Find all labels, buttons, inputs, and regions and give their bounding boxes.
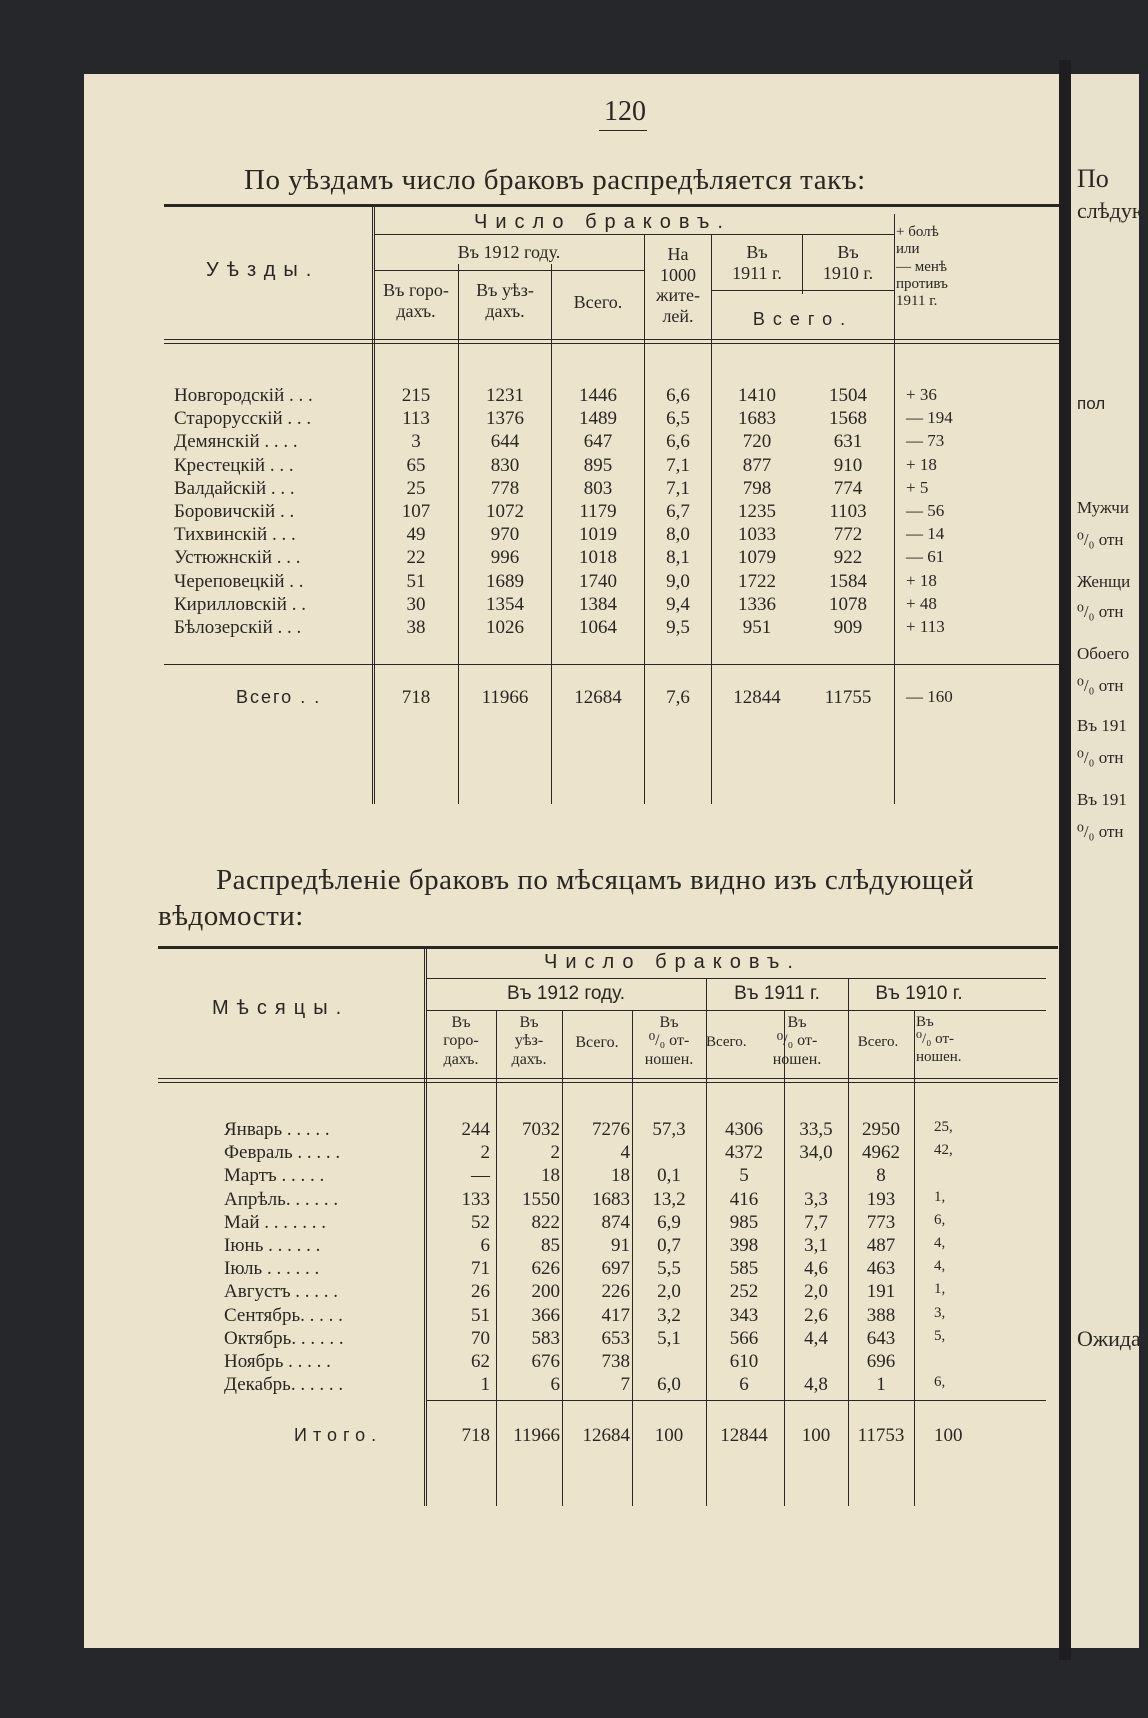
month-cell-e: 610 [729,1351,759,1372]
month-cell-b: 583 [531,1327,560,1349]
district-cell-towns: 65 [406,454,426,476]
col-districts: Уѣзды. [206,259,320,281]
district-cell-name: Крестецкій . . . [174,454,294,476]
side-text-6: Женщи [1077,572,1131,591]
t2-h-pct10: Въ ⁰/₀ от- ношен. [916,1014,962,1065]
month-cell-c: 417 [601,1304,630,1326]
district-cell-total: 1489 [579,408,617,430]
month-cell-h: 42, [934,1142,953,1159]
side-text-3: пол [1077,394,1106,413]
month-cell-c: 697 [601,1258,630,1280]
h-1912: Въ 1912 году. [457,242,561,262]
month-cell-b: 200 [531,1281,560,1303]
month-cell-f: 3,3 [804,1188,828,1210]
facing-page-edge [1071,74,1148,1648]
month-cell-a: 51 [471,1304,490,1326]
total-uezd: 11966 [481,687,529,708]
month-cell-f: 7,7 [804,1211,828,1233]
side-text-1: По [1077,164,1109,193]
month-cell-h: 1, [934,1281,946,1298]
t2-h-pct: Въ ⁰/₀ от- ношен. [644,1014,694,1068]
district-cell-uezd: 970 [490,524,520,546]
district-cell-diff: — 14 [906,524,945,544]
district-cell-y1910: 1584 [829,570,867,592]
district-cell-diff: + 113 [906,617,945,636]
district-cell-y1911: 798 [742,477,772,499]
h-towns: Въ горо- дахъ. [383,280,449,321]
month-cell-f: 2,6 [804,1304,828,1326]
month-cell-d: 13,2 [652,1188,686,1210]
month-cell-c: 18 [611,1165,630,1187]
district-cell-towns: 3 [411,431,421,453]
district-cell-total: 1019 [579,524,617,546]
district-cell-per: 9,0 [666,570,690,592]
t2-total-c: 12684 [582,1425,630,1446]
month-cell-e: 5 [739,1165,749,1187]
district-cell-diff: + 36 [906,385,937,404]
district-cell-towns: 215 [401,385,431,406]
month-cell-c: 738 [601,1351,630,1372]
district-cell-per: 6,7 [666,501,690,522]
month-cell-g: 193 [866,1188,896,1210]
month-cell-b: 366 [531,1304,560,1326]
district-cell-name: Бѣлозерскій . . . [174,617,302,638]
month-cell-m: Іюль . . . . . . [224,1258,320,1280]
district-cell-y1910: 772 [833,524,863,546]
district-cell-y1910: 1103 [829,501,867,522]
month-cell-h: 5, [934,1327,946,1344]
month-cell-c: 4 [620,1142,630,1164]
month-cell-c: 91 [611,1235,630,1256]
h-uezd: Въ уѣз- дахъ. [476,280,534,321]
book-page [84,74,1059,1648]
district-cell-y1910: 1078 [829,593,867,615]
total-towns: 718 [401,687,431,708]
district-cell-diff: — 56 [906,501,945,520]
month-cell-d: 3,2 [657,1304,681,1326]
district-cell-name: Валдайскій . . . [174,477,295,499]
district-cell-y1910: 1568 [829,408,867,430]
district-cell-total: 1018 [579,547,617,569]
month-cell-g: 8 [876,1165,886,1187]
month-cell-e: 985 [729,1211,759,1233]
h-1910: Въ 1910 г. [822,242,874,283]
month-cell-e: 252 [729,1281,759,1303]
month-cell-b: 1550 [522,1188,560,1210]
month-cell-e: 4372 [725,1142,763,1164]
page-gutter [1059,60,1071,1660]
month-cell-h: 25, [934,1119,953,1135]
group-title-marriages: Число браковъ. [474,211,731,233]
t2-group-title: Число браковъ. [544,951,801,973]
district-cell-diff: + 18 [906,454,937,474]
month-cell-m: Май . . . . . . . [224,1211,326,1233]
t2-h-total10: Всего. [857,1034,899,1050]
side-text-2: слѣдую [1077,198,1148,223]
month-cell-f: 33,5 [799,1119,833,1140]
district-cell-name: Боровичскій . . [174,501,295,522]
month-cell-b: 822 [531,1211,560,1233]
district-cell-per: 9,5 [666,617,690,638]
district-cell-diff: — 73 [906,431,945,451]
month-cell-a: 2 [480,1142,490,1164]
t2-total-f: 100 [801,1425,831,1446]
district-cell-y1911: 1235 [738,501,776,522]
month-cell-h: 4, [934,1235,946,1251]
district-cell-per: 7,1 [666,477,690,499]
district-cell-y1911: 1079 [738,547,776,569]
month-cell-b: 7032 [522,1119,560,1140]
month-cell-g: 388 [866,1304,896,1326]
month-cell-a: 62 [471,1351,490,1372]
month-cell-f: 2,0 [804,1281,828,1303]
district-cell-y1911: 877 [742,454,772,476]
district-cell-uezd: 1072 [486,501,524,522]
district-cell-diff: — 61 [906,547,945,567]
district-cell-uezd: 1376 [486,408,524,430]
t2-h-1910: Въ 1910 г. [875,983,963,1004]
district-cell-per: 9,4 [666,593,690,615]
district-cell-total: 1179 [579,501,617,522]
month-cell-b: 2 [550,1142,560,1164]
total-total: 12684 [574,687,622,708]
district-cell-y1910: 910 [833,454,863,476]
month-cell-f: 3,1 [804,1235,828,1256]
side-text-12: Въ 191 [1077,790,1127,809]
month-cell-m: Іюнь . . . . . . [224,1235,321,1256]
month-cell-c: 1683 [592,1188,630,1210]
district-cell-name: Демянскій . . . . [174,431,298,453]
month-cell-d: 0,1 [657,1165,681,1187]
side-text-14: Ожида [1077,1326,1141,1351]
district-cell-name: Тихвинскій . . . [174,524,296,546]
district-cell-y1911: 1336 [738,593,776,615]
intro-paragraph-2: Распредѣленіе браковъ по мѣсяцамъ видно изъ слѣдующей [216,864,975,896]
district-cell-per: 8,1 [666,547,690,569]
t2-h-total11: Всего. [706,1034,747,1050]
month-cell-m: Декабрь. . . . . . [224,1374,344,1396]
district-cell-uezd: 644 [490,431,520,453]
month-cell-f: 4,6 [804,1258,828,1280]
month-cell-c: 7276 [592,1119,630,1140]
side-text-10: Въ 191 [1077,716,1127,735]
t2-h-1911: Въ 1911 г. [734,983,820,1004]
district-cell-total: 647 [583,431,613,453]
page-number: 120 [604,96,646,127]
intro-paragraph-1: По уѣздамъ число браковъ распредѣляется такъ: [244,164,866,196]
month-cell-e: 566 [729,1327,759,1349]
t2-h-total: Всего. [575,1034,619,1051]
side-text-4: Мужчи [1077,498,1129,517]
month-cell-a: 26 [471,1281,490,1303]
district-cell-total: 1384 [579,593,617,615]
district-cell-total: 803 [583,477,613,499]
month-cell-e: 416 [729,1188,759,1210]
t2-total-label: Итого. [294,1425,383,1445]
month-cell-g: 773 [866,1211,896,1233]
t2-total-h: 100 [934,1425,963,1446]
district-cell-y1910: 909 [833,617,863,638]
district-cell-towns: 113 [402,408,430,430]
district-cell-name: Старорусскій . . . [174,408,312,430]
month-cell-c: 7 [620,1374,630,1396]
side-text-9: ⁰/₀ отн [1077,676,1124,695]
month-cell-e: 585 [729,1258,759,1280]
month-cell-d: 5,1 [657,1327,681,1349]
t2-h-uezd: Въ уѣз- дахъ. [511,1014,547,1068]
t2-total-g: 11753 [857,1425,905,1446]
district-cell-y1911: 951 [742,617,772,638]
district-cell-y1911: 1683 [738,408,776,430]
month-cell-d: 6,9 [657,1211,681,1233]
side-text-13: ⁰/₀ отн [1077,822,1124,841]
district-cell-y1910: 774 [833,477,863,499]
side-text-8: Обоего [1077,644,1130,663]
month-cell-f: 4,8 [804,1374,828,1396]
month-cell-h: 3, [934,1304,946,1321]
district-cell-name: Кирилловскій . . [174,593,306,615]
month-cell-g: 2950 [862,1119,900,1140]
month-cell-m: Февраль . . . . . [224,1142,341,1164]
district-cell-y1911: 1033 [738,524,776,546]
total-1911: 12844 [733,687,781,708]
district-cell-total: 1064 [579,617,617,638]
month-cell-a: — [471,1165,490,1187]
side-text-5: ⁰/₀ отн [1077,530,1124,549]
district-cell-uezd: 1354 [486,593,524,615]
district-cell-uezd: 1689 [486,570,524,592]
month-cell-d: 57,3 [652,1119,686,1140]
district-cell-towns: 51 [406,570,426,592]
district-cell-y1910: 1504 [829,385,867,406]
district-cell-total: 1446 [579,385,617,406]
month-cell-m: Августъ . . . . . [224,1281,339,1303]
month-cell-g: 1 [876,1374,886,1396]
district-cell-uezd: 996 [490,547,520,569]
month-cell-h: 4, [934,1258,946,1275]
month-cell-h: 1, [934,1188,946,1205]
district-cell-diff: + 5 [906,477,929,497]
total-diff: — 160 [906,687,953,706]
total-1910: 11755 [824,687,872,708]
district-cell-diff: + 48 [906,593,937,613]
month-cell-d: 2,0 [657,1281,681,1303]
h-vsego: Всего. [752,309,854,329]
t2-total-d: 100 [654,1425,684,1446]
district-cell-per: 7,1 [666,454,690,476]
district-cell-uezd: 1231 [486,385,524,406]
h-per1000: На 1000 жите- лей. [656,244,700,327]
district-cell-name: Череповецкій . . [174,570,304,592]
month-cell-f: 4,4 [804,1327,828,1349]
month-cell-a: 6 [480,1235,490,1256]
district-cell-name: Новгородскій . . . [174,385,313,406]
district-cell-per: 6,6 [666,431,690,453]
month-cell-h: 6, [934,1211,946,1228]
t2-total-a: 718 [461,1425,490,1446]
t2-h-pct11: Въ ⁰/₀ от- ношен. [772,1014,822,1068]
district-cell-y1910: 922 [833,547,863,569]
district-cell-name: Устюжнскій . . . [174,547,301,569]
month-cell-a: 71 [471,1258,490,1280]
month-cell-c: 874 [601,1211,630,1233]
month-cell-g: 643 [866,1327,896,1349]
month-cell-b: 6 [550,1374,560,1396]
month-cell-e: 398 [729,1235,759,1256]
month-cell-d: 5,5 [657,1258,681,1280]
district-cell-towns: 38 [406,617,426,638]
month-cell-g: 4962 [862,1142,900,1164]
district-cell-towns: 30 [406,593,426,615]
month-cell-a: 70 [471,1327,490,1349]
h-total: Всего. [573,292,623,312]
month-cell-c: 653 [601,1327,630,1349]
district-cell-towns: 49 [406,524,426,546]
district-cell-uezd: 778 [490,477,520,499]
total-label: Всего . . [236,687,322,707]
district-cell-diff: — 194 [906,408,953,428]
col-months: Мѣсяцы. [212,997,350,1019]
month-cell-e: 6 [739,1374,749,1396]
month-cell-m: Сентябрь. . . . . [224,1304,343,1326]
month-cell-m: Апрѣль. . . . . . [224,1188,339,1210]
district-cell-total: 1740 [579,570,617,592]
month-cell-h: 6, [934,1374,946,1391]
t2-h-towns: Въ горо- дахъ. [443,1014,479,1068]
district-cell-y1910: 631 [833,431,863,453]
district-cell-towns: 107 [401,501,431,522]
month-cell-f: 34,0 [799,1142,833,1164]
district-cell-y1911: 720 [742,431,772,453]
month-cell-m: Мартъ . . . . . [224,1165,325,1187]
district-cell-towns: 25 [406,477,426,499]
district-cell-towns: 22 [406,547,426,569]
month-cell-a: 244 [461,1119,490,1140]
month-cell-g: 696 [866,1351,896,1372]
month-cell-b: 676 [531,1351,560,1372]
district-cell-uezd: 1026 [486,617,524,638]
month-cell-g: 191 [866,1281,896,1303]
month-cell-m: Октябрь. . . . . . [224,1327,344,1349]
month-cell-m: Январь . . . . . [224,1119,330,1140]
month-cell-a: 1 [480,1374,490,1396]
district-cell-per: 6,5 [666,408,690,430]
month-cell-d: 6,0 [657,1374,681,1396]
total-per: 7,6 [666,687,690,708]
month-cell-b: 626 [531,1258,560,1280]
district-cell-y1911: 1722 [738,570,776,592]
district-cell-diff: + 18 [906,570,937,590]
t2-total-e: 12844 [720,1425,768,1446]
month-cell-e: 343 [729,1304,759,1326]
month-cell-e: 4306 [725,1119,763,1140]
h-1911: Въ 1911 г. [732,242,782,283]
t2-total-b: 11966 [513,1425,560,1446]
district-cell-total: 895 [583,454,613,476]
side-text-7: ⁰/₀ отн [1077,602,1124,621]
month-cell-c: 226 [601,1281,630,1303]
month-cell-b: 85 [541,1235,560,1256]
month-cell-a: 133 [461,1188,490,1210]
district-cell-per: 8,0 [666,524,690,546]
intro-paragraph-2-end: вѣдомости: [158,900,304,932]
district-cell-per: 6,6 [666,385,690,406]
page-number-underline [599,130,647,131]
month-cell-d: 0,7 [657,1235,681,1256]
h-diff: + болѣ или — менѣ противъ 1911 г. [896,224,948,309]
month-cell-a: 52 [471,1211,490,1233]
district-cell-y1911: 1410 [738,385,776,406]
month-cell-m: Ноябрь . . . . . [224,1351,331,1372]
month-cell-b: 18 [541,1165,560,1187]
side-text-11: ⁰/₀ отн [1077,748,1124,767]
t2-h-1912: Въ 1912 году. [507,983,625,1004]
month-cell-g: 487 [866,1235,896,1256]
month-cell-g: 463 [866,1258,896,1280]
district-cell-uezd: 830 [490,454,520,476]
